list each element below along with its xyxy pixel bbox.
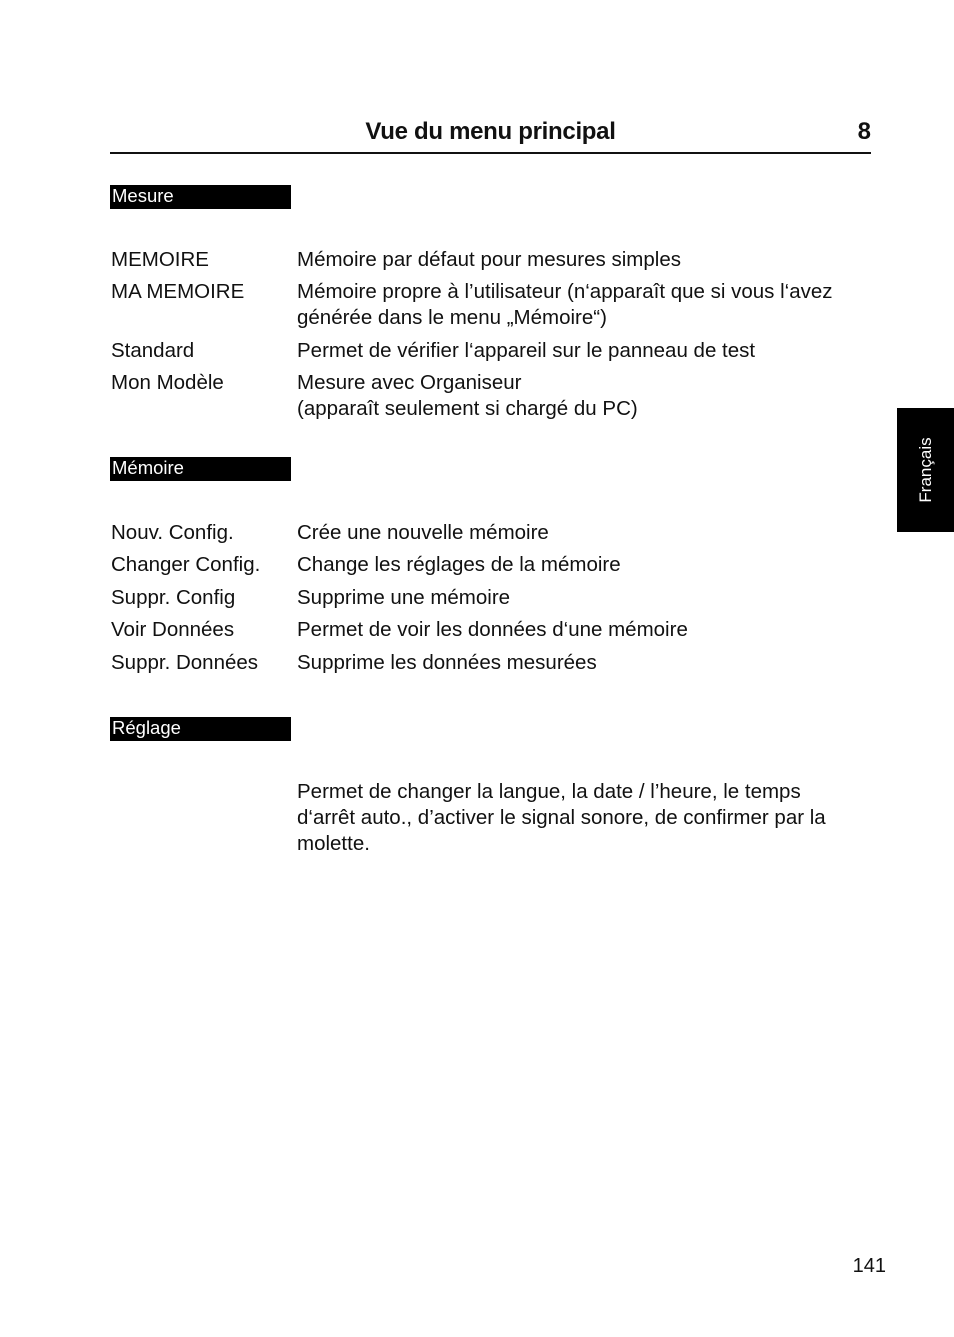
menu-description: Change les réglages de la mémoire: [297, 553, 621, 576]
menu-term: Suppr. Données: [111, 651, 259, 674]
menu-description: Mesure avec Organiseur (apparaît seulement si chargé du PC): [297, 371, 638, 420]
chapter-number: 8: [857, 118, 871, 145]
menu-term: Mon Modèle: [111, 371, 224, 394]
section-label-reglage: Réglage: [110, 717, 291, 741]
menu-term: Nouv. Config.: [111, 521, 234, 544]
menu-description: Mémoire par défaut pour mesures simples: [297, 248, 681, 271]
section-label-memoire: Mémoire: [110, 457, 291, 481]
menu-term: Voir Données: [111, 618, 235, 641]
menu-description: Permet de voir les données d‘une mémoire: [297, 618, 688, 641]
language-tab-label: Français: [915, 437, 935, 503]
menu-description: Crée une nouvelle mémoire: [297, 521, 549, 544]
page-header: [110, 118, 871, 154]
section-label-mesure: Mesure: [110, 185, 291, 209]
menu-term: Suppr. Config: [111, 586, 236, 609]
menu-term: MA MEMOIRE: [111, 280, 245, 303]
page-number: 141: [852, 1255, 886, 1277]
menu-description: Supprime une mémoire: [297, 586, 511, 609]
menu-term: Changer Config.: [111, 553, 261, 576]
page-title: Vue du menu principal: [365, 118, 616, 145]
menu-description: Permet de changer la langue, la date / l’heure, le temps d‘arrêt auto., d’activer le signal sonore, de confirmer par la molette.: [297, 780, 826, 855]
language-tab: [897, 408, 954, 532]
menu-description: Supprime les données mesurées: [297, 651, 597, 674]
menu-description: Permet de vérifier l‘appareil sur le panneau de test: [297, 339, 756, 362]
menu-term: Standard: [111, 339, 195, 362]
menu-term: MEMOIRE: [111, 248, 209, 271]
menu-description: Mémoire propre à l’utilisateur (n‘apparaît que si vous l‘avez générée dans le menu „Mémoire“): [297, 280, 833, 329]
